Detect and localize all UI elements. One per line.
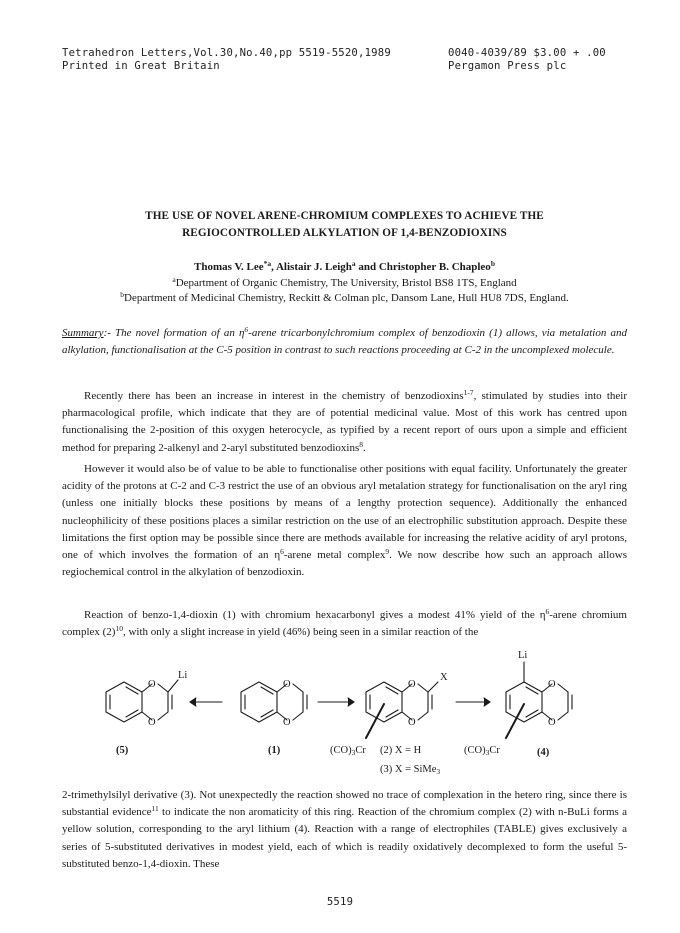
p4-text-1: 2-trimethylsilyl derivative (3). Not unexpectedly the reaction showed no trace of complexation in the hetero ring, since there is substantial evidence — [62, 789, 627, 819]
label-5: (5) — [116, 745, 129, 756]
structure-1 — [241, 682, 307, 722]
atom-li-5: Li — [178, 670, 188, 681]
cr-label-2 — [330, 745, 366, 757]
author-names — [62, 260, 627, 276]
p3-text-3: , with only a slight increase in yield (46%) being seen in a similar reaction of the — [122, 626, 479, 639]
atom-o-2a: O — [408, 679, 416, 690]
p2-sup-1: 6 — [280, 547, 284, 557]
reaction-scheme — [62, 640, 627, 790]
author-3: and Christopher B. Chapleo — [355, 261, 491, 273]
publisher: Pergamon Press plc — [448, 60, 567, 72]
atom-o-4b: O — [548, 717, 556, 728]
p1-text-3: . — [362, 441, 366, 454]
atom-o-1b: O — [283, 717, 291, 728]
author-block — [62, 260, 627, 307]
running-header-right — [448, 47, 606, 73]
p1-ref-1: 1-7 — [463, 388, 474, 397]
paragraph-3 — [62, 607, 627, 641]
atom-o-5b: O — [148, 717, 156, 728]
summary-text-1: :- The novel formation of an η — [103, 327, 245, 339]
title-line-2: REGIOCONTROLLED ALKYLATION OF 1,4-BENZODIOXINS — [182, 227, 507, 239]
title-line-1: THE USE OF NOVEL ARENE-CHROMIUM COMPLEXES TO ACHIEVE THE — [145, 210, 544, 222]
structure-4 — [506, 662, 572, 738]
author-1: Thomas V. Lee — [194, 261, 264, 273]
cr-tail-4: Cr — [489, 745, 500, 756]
label-3-text: (3) X = SiMe — [380, 764, 437, 775]
affiliation-a-text: Department of Organic Chemistry, The University, Bristol BS8 1TS, England — [175, 276, 517, 289]
p2-ref-1: 9 — [385, 547, 390, 557]
atom-o-4a: O — [548, 679, 556, 690]
paragraph-4 — [62, 787, 627, 873]
cr-sub-4: 3 — [485, 748, 490, 757]
p4-text-2: to indicate the non aromaticity of this ring. Reaction of the chromium complex (2) with n-BuLi forms a yellow solution, corresponding to the aryl lithium (4). Reaction with a range of electrophiles (TABLE) gives exclusively a series of 5-substituted derivatives in modest yield, each of which is readily oxidatively decomplexed to form the useful 5-substituted benzo-1,4-dioxin. These — [62, 806, 627, 870]
page-number: 5519 — [326, 896, 354, 908]
atom-x: X — [440, 672, 448, 683]
p2-text-3: . We now describe how such an approach allows regiochemical control in the alkylation of benzodioxin. — [62, 549, 627, 579]
structure-5 — [106, 680, 178, 722]
summary — [62, 325, 627, 359]
cr-text-4: (CO) — [464, 745, 486, 756]
affiliation-b — [62, 291, 627, 307]
p4-ref-1: 11 — [151, 804, 159, 814]
author-2: , Alistair J. Leigh — [271, 261, 352, 273]
atom-li-4: Li — [518, 650, 528, 661]
p2-text-1: However it would also be of value to be able to functionalise other positions with equal facility. Unfortunately the greater acidity of the protons at C-2 and C-3 restrict the use of an obvious aryl metalation strategy for functionalisation on the aryl ring (unless one initially blocks these positions by means of a lengthy protection sequence). Additionally the enhanced nucleophilicity of these positions places a similar restriction on the use of an electrophilic substitution approach. Despite these limitations the first option may be possible since there are methods available for increasing the relative acidity of aryl protons, one of which involves the formation of an η — [62, 463, 627, 562]
label-4: (4) — [537, 747, 550, 758]
atom-o-1a: O — [283, 679, 291, 690]
cr-sub-2: 3 — [351, 748, 356, 757]
label-3 — [380, 764, 440, 776]
structure-2-3 — [366, 682, 438, 738]
affiliation-a — [62, 276, 627, 292]
p3-text-2: -arene chromium complex (2) — [62, 609, 627, 639]
p2-text-2: -arene metal complex — [283, 549, 386, 562]
summary-sup: 6 — [244, 325, 249, 334]
label-3-sub: 3 — [436, 767, 441, 776]
atom-o-5a: O — [148, 679, 156, 690]
paragraph-2 — [62, 461, 627, 581]
author-2-mark: a — [351, 259, 356, 268]
affiliation-b-text: Department of Medicinal Chemistry, Reckitt & Colman plc, Dansom Lane, Hull HU8 7DS, England. — [124, 292, 569, 305]
label-2: (2) X = H — [380, 745, 422, 756]
author-3-mark: b — [490, 259, 495, 268]
printed-in: Printed in Great Britain — [62, 60, 220, 72]
p3-text-1: Reaction of benzo-1,4-dioxin (1) with chromium hexacarbonyl gives a modest 41% yield of the η — [84, 609, 546, 621]
atom-o-2b: O — [408, 717, 416, 728]
journal-citation: Tetrahedron Letters,Vol.30,No.40,pp 5519-5520,1989 — [62, 47, 391, 59]
label-1: (1) — [268, 745, 281, 756]
p3-sup-1: 6 — [545, 607, 550, 616]
p1-ref-2: 8 — [359, 439, 363, 449]
running-header-left — [62, 47, 391, 73]
paragraph-1 — [62, 388, 627, 457]
affiliation-a-mark: a — [172, 274, 176, 284]
p3-ref-1: 10 — [115, 624, 123, 634]
cr-tail-2: Cr — [355, 745, 366, 756]
issn-price: 0040-4039/89 $3.00 + .00 — [448, 47, 606, 59]
p1-text-1: Recently there has been an increase in interest in the chemistry of benzodioxins — [84, 390, 464, 402]
article-title — [62, 208, 627, 242]
cr-text-2: (CO) — [330, 745, 352, 756]
summary-text-2: -arene tricarbonylchromium complex of benzodioxin (1) allows, via metalation and alkylation, functionalisation at the C-5 position in contrast to such reactions proceeding at C-2 in the uncomplexed molecule. — [62, 327, 627, 356]
author-1-mark: *a — [263, 259, 272, 268]
summary-label: Summary — [62, 327, 104, 339]
p1-text-2: , stimulated by studies into their pharmacological profile, which indicate that they are of potential medicinal value. Most of this work has centred upon functionalising the 2-position of this oxygen heterocycle, as typified by a recent report of ours upon a simple and efficient method for preparing 2-alkenyl and 2-aryl substituted benzodioxins — [62, 390, 628, 454]
cr-label-4 — [464, 745, 500, 757]
affiliation-b-mark: b — [120, 290, 125, 300]
